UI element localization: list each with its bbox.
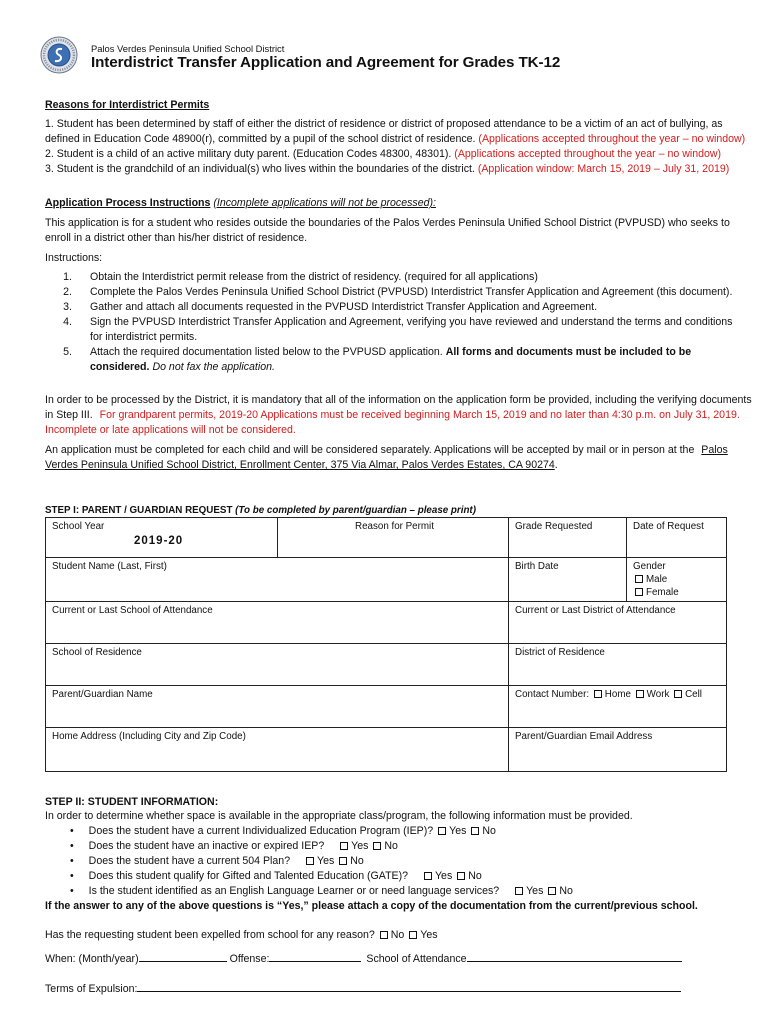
step1-heading-note: (To be completed by parent/guardian – please print) [235,505,476,516]
no-label: No [350,855,364,867]
gender-male-label: Male [646,574,668,585]
step-number: 5. [63,346,72,358]
contact-work-label: Work [646,689,670,700]
separate-line-a [45,443,728,458]
yes-label: Yes [526,885,544,897]
birth-date-cell[interactable] [509,558,627,602]
instructions-label: Instructions: [45,252,103,264]
bullet-icon: • [70,870,74,882]
no-label: No [384,840,398,852]
school-of-attendance-label: School of Attendance [366,953,467,965]
question-gate [70,869,482,884]
terms-label: Terms of Expulsion: [45,983,138,995]
step2-intro: In order to determine whether space is available in the appropriate class/program, the following information must be provided. [45,810,633,822]
gender-male-option[interactable] [633,573,720,586]
checkbox-icon[interactable] [306,857,314,865]
district-of-residence-label: District of Residence [515,647,605,658]
parent-name-cell[interactable] [46,686,509,728]
checkbox-icon[interactable] [471,827,479,835]
page-title: Interdistrict Transfer Application and Agreement for Grades TK-12 [91,54,561,71]
process-heading-text: Application Process Instructions [45,197,211,209]
separate-text: An application must be completed for each child and will be considered separately. Applications will be accepted by mail or in person at the [45,444,695,456]
home-address-cell[interactable] [46,728,509,772]
enrollment-address-b: Verdes Peninsula Unified School District, Enrollment Center, 375 Via Almar, Palos Verdes Estates, CA 90274 [45,459,555,471]
expulsion-details-row [45,950,682,967]
gender-female-label: Female [646,587,679,598]
home-address-label: Home Address (Including City and Zip Code) [52,731,246,742]
enrollment-address-a: Palos [701,444,728,456]
step-text: Complete the Palos Verdes Peninsula Unified School District (PVPUSD) Interdistrict Transfer Application and Agreement (this document). [90,286,733,298]
checkbox-icon[interactable] [373,842,381,850]
contact-number-cell[interactable] [509,686,727,728]
expelled-question-text: Has the requesting student been expelled from school for any reason? [45,929,375,941]
parent-guardian-request-form [45,517,727,772]
yes-label: Yes [317,855,335,867]
date-of-request-cell[interactable] [627,518,727,558]
seal-icon [40,36,78,74]
checkbox-icon[interactable] [515,887,523,895]
question-504 [70,854,364,869]
mandatory-warning: Incomplete or late applications will not be considered. [45,424,296,436]
current-district-cell[interactable] [509,602,727,644]
yes-label: Yes [420,929,438,941]
no-label: No [482,825,496,837]
checkbox-icon[interactable] [339,857,347,865]
process-intro-a: This application is for a student who resides outside the boundaries of the Palos Verdes Peninsula Unified School District (PVPUSD) who seeks to [45,217,730,229]
checkbox-icon[interactable] [548,887,556,895]
current-school-cell[interactable] [46,602,509,644]
process-heading [45,196,436,211]
step-text: Sign the PVPUSD Interdistrict Transfer Application and Agreement, verifying you have reviewed and understand the terms and conditions [90,316,733,328]
step-number: 3. [63,301,72,313]
gender-label: Gender [633,561,666,572]
question-ell [70,884,573,899]
district-name: Palos Verdes Peninsula Unified School District [91,43,285,54]
when-field[interactable] [139,950,227,962]
birth-date-label: Birth Date [515,561,559,572]
student-name-label: Student Name (Last, First) [52,561,167,572]
step1-heading [45,503,476,518]
email-label: Parent/Guardian Email Address [515,731,653,742]
no-label: No [559,885,573,897]
reason-2-window: (Applications accepted throughout the year – no window) [454,148,722,160]
separate-line-b: Verdes Peninsula Unified School District, Enrollment Center, 375 Via Almar, Palos Verdes Estates, CA 90274. [45,459,558,471]
grade-requested-cell[interactable] [509,518,627,558]
step-bold: All forms and documents must be included to be [445,346,692,358]
reasons-heading: Reasons for Interdistrict Permits [45,99,210,111]
parent-name-label: Parent/Guardian Name [52,689,153,700]
gender-cell [627,558,727,602]
date-of-request-label: Date of Request [633,521,704,532]
step-text-cont: for interdistrict permits. [90,331,198,343]
school-year-cell[interactable] [46,518,278,558]
checkbox-icon[interactable] [409,931,417,939]
step1-heading-text: STEP I: PARENT / GUARDIAN REQUEST [45,505,233,516]
instruction-step-3 [58,300,738,315]
contact-home-label: Home [604,689,631,700]
school-year-value: 2019-20 [134,535,184,547]
instruction-step-5: 5. Attach the required documentation listed below to the PVPUSD application. All forms and documents must be included to be considered. Do not fax the application. [58,345,738,375]
question-text: Does the student have an inactive or expired IEP? [88,840,325,852]
step-text: Attach the required documentation listed below to the PVPUSD application. [90,346,443,358]
student-name-cell[interactable] [46,558,509,602]
checkbox-icon[interactable] [635,588,643,596]
yes-label: Yes [449,825,467,837]
grade-requested-label: Grade Requested [515,521,593,532]
question-inactive-iep [70,839,398,854]
checkbox-icon[interactable] [635,575,643,583]
yes-label: Yes [434,870,453,882]
school-year-label: School Year [52,521,105,532]
step-number: 2. [63,286,72,298]
instruction-step-2 [58,285,738,300]
email-cell[interactable] [509,728,727,772]
yes-label: Yes [351,840,369,852]
district-of-residence-cell[interactable] [509,644,727,686]
checkbox-icon[interactable] [340,842,348,850]
offense-label: Offense: [229,953,270,965]
mandatory-line-a: In order to be processed by the District, it is mandatory that all of the information on the application form be provided, including the verifying documents [45,394,752,406]
reason-2-text: 2. Student is a child of an active military duty parent. (Education Codes 48300, 48301). [45,148,452,160]
current-school-label: Current or Last School of Attendance [52,605,213,616]
question-text: Does the student have a current Individualized Education Program (IEP)? [88,825,434,837]
process-intro-b: enroll in a district other than his/her district of residence. [45,232,308,244]
step-number: 4. [63,316,72,328]
mandatory-deadline: For grandparent permits, 2019-20 Applications must be received beginning March 15, 2019 and no later than 4:30 p.m. on July 31, 2019. [99,409,740,421]
reason-3-text: 3. Student is the grandchild of an individual(s) who lives within the boundaries of the district. [45,163,475,175]
attach-documentation-note: If the answer to any of the above questions is “Yes,” please attach a copy of the documentation from the current/previous school. [45,900,698,912]
current-district-label: Current or Last District of Attendance [515,605,676,616]
question-text: Does this student qualify for Gifted and Talented Education (GATE)? [88,870,409,882]
instruction-step-1 [58,270,738,285]
step-text: Gather and attach all documents requested in the PVPUSD Interdistrict Transfer Application and Agreement. [90,301,598,313]
instruction-step-4 [58,315,738,345]
step-number: 1. [63,271,72,283]
contact-number-row [515,688,720,701]
reason-2 [45,147,721,162]
question-text: Is the student identified as an English Language Learner or or need language services? [88,885,500,897]
reason-3-window: (Application window: March 15, 2019 – July 31, 2019) [477,163,730,175]
district-seal [40,36,78,74]
reason-3 [45,162,729,177]
gender-female-option[interactable] [633,586,720,599]
expelled-question [45,928,438,943]
step-text: Obtain the Interdistrict permit release from the district of residency. (required for all applications) [90,271,538,283]
school-of-residence-label: School of Residence [52,647,142,658]
terms-row [45,980,681,997]
offense-field[interactable] [269,950,361,962]
contact-number-label: Contact Number: [515,689,590,700]
mandatory-step-ref: in Step III. [45,409,93,421]
step2-heading: STEP II: STUDENT INFORMATION: [45,796,219,808]
no-label: No [390,929,405,941]
school-of-residence-cell[interactable] [46,644,509,686]
checkbox-icon[interactable] [457,872,465,880]
terms-field[interactable] [137,980,681,992]
checkbox-icon[interactable] [594,690,602,698]
bullet-icon: • [70,885,74,897]
checkbox-icon[interactable] [438,827,446,835]
contact-cell-label: Cell [685,689,702,700]
step-italic: Do not fax the application. [152,361,275,373]
reason-1-text: defined in Education Code 48900(r), committed by a pupil of the school district of residence. [45,133,476,145]
mandatory-line-b [45,408,740,423]
checkbox-icon[interactable] [424,872,432,880]
step-bold-cont: considered [90,361,147,373]
when-label: When: (Month/year) [45,953,139,965]
bullet-icon: • [70,855,74,867]
process-heading-note: (Incomplete applications will not be processed): [213,197,436,209]
reason-1-line-a: 1. Student has been determined by staff of either the district of residence or district of proposed attendance to be a victim of an act of bullying, as [45,118,723,130]
checkbox-icon[interactable] [380,931,388,939]
question-iep [70,824,496,839]
bullet-icon: • [70,840,74,852]
bullet-icon: • [70,825,74,837]
question-text: Does the student have a current 504 Plan? [88,855,291,867]
reason-1-window: (Applications accepted throughout the year – no window) [478,133,746,145]
reason-for-permit-label: Reason for Permit [355,521,434,532]
checkbox-icon[interactable] [674,690,682,698]
school-of-attendance-field[interactable] [467,950,682,962]
reason-for-permit-cell[interactable] [278,518,509,558]
no-label: No [468,870,482,882]
checkbox-icon[interactable] [636,690,644,698]
reason-1-line-b [45,132,745,147]
